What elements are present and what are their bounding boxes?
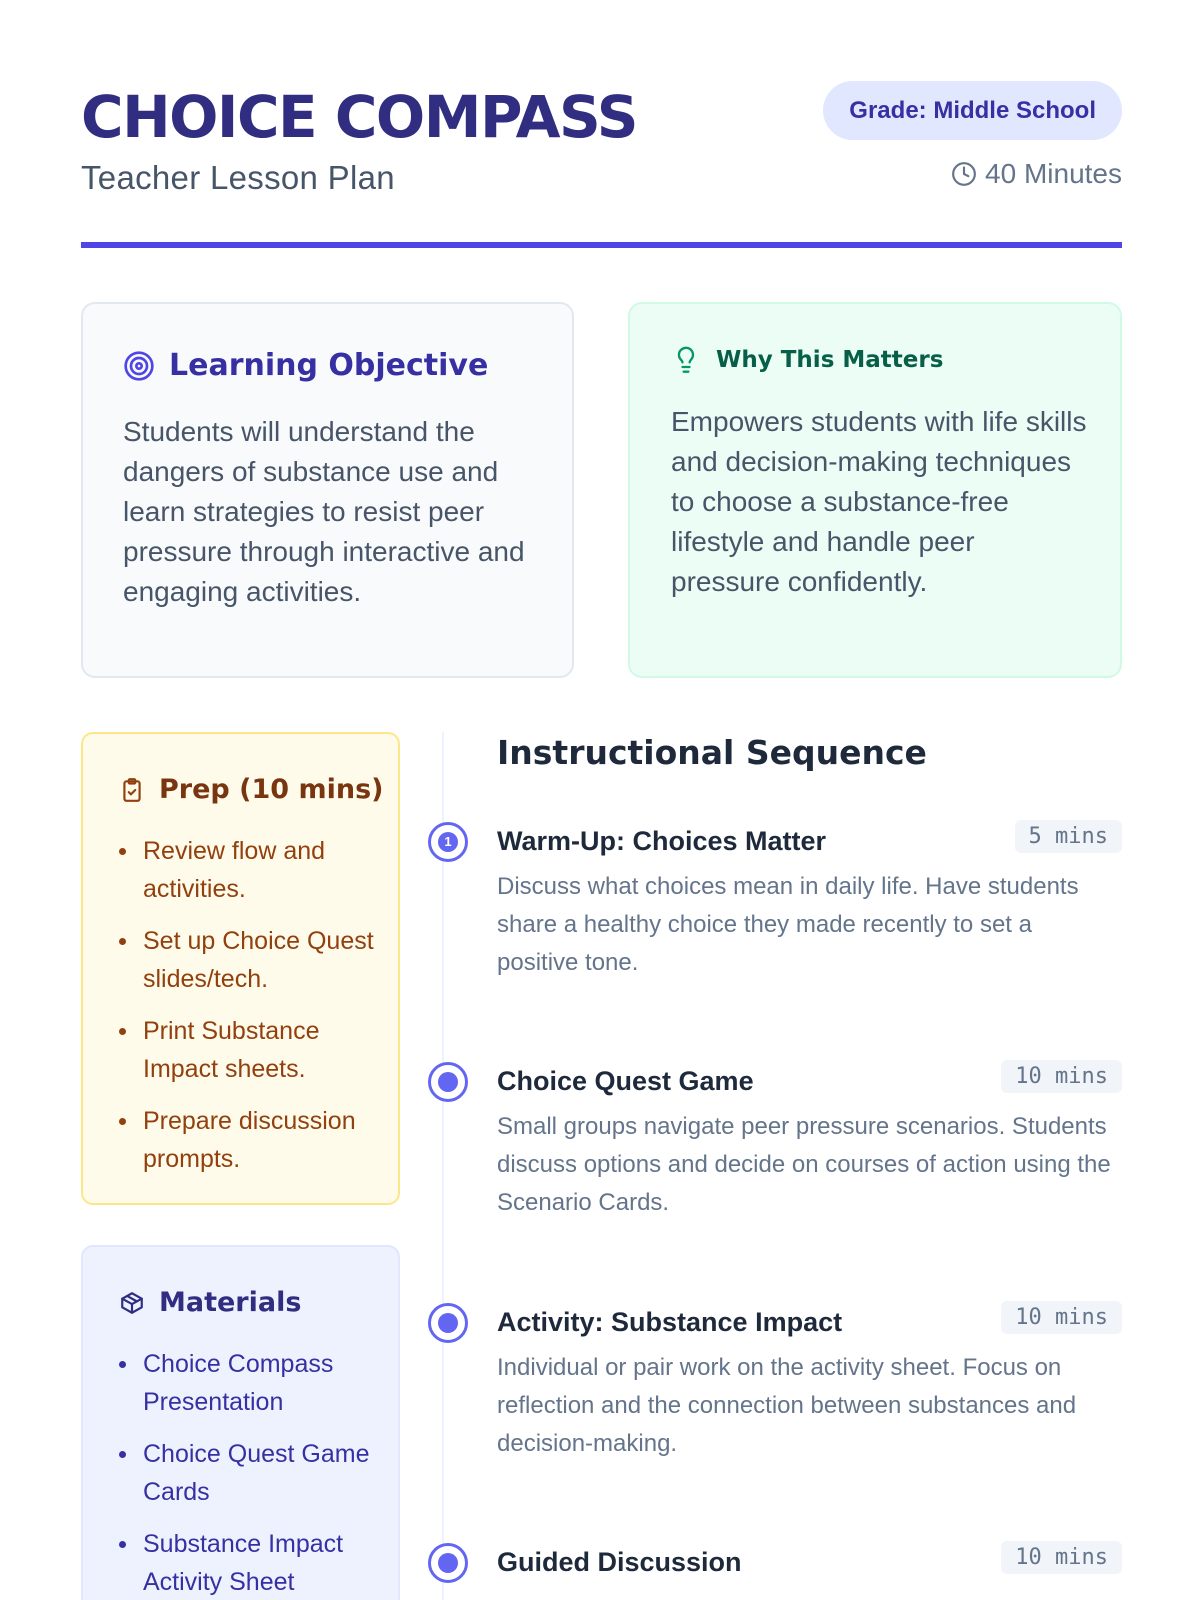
step-number <box>438 1313 458 1333</box>
prep-title: Prep (10 mins) <box>159 774 384 805</box>
step-number <box>438 1072 458 1092</box>
materials-item: Choice Compass Presentation <box>143 1345 388 1421</box>
target-icon <box>123 350 155 382</box>
step-title: Warm-Up: Choices Matter <box>497 826 827 856</box>
why-this-matters-text: Empowers students with life skills and decision-making techniques to choose a substance-free lifestyle and handle peer pressure confidently. <box>671 406 1087 597</box>
step-marker <box>428 822 468 862</box>
sequence-step <box>428 1301 1122 1461</box>
sequence-step <box>428 820 1122 980</box>
lesson-plan-page <box>81 0 1122 1600</box>
why-this-matters-header <box>672 344 943 376</box>
step-marker <box>428 1062 468 1102</box>
step-description: Small groups navigate peer pressure scenarios. Students discuss options and decide on courses of action using the Scenario Cards. <box>497 1113 1111 1216</box>
prep-list <box>143 832 388 1192</box>
page-title: CHOICE COMPASS <box>81 83 637 151</box>
prep-header <box>119 774 383 805</box>
duration-text: 40 Minutes <box>985 158 1122 189</box>
step-marker <box>428 1303 468 1343</box>
step-duration: 10 mins <box>1001 1301 1122 1334</box>
materials-title: Materials <box>159 1287 302 1318</box>
sequence-step <box>428 1060 1122 1220</box>
header-divider <box>81 242 1122 248</box>
why-this-matters-card <box>628 302 1122 678</box>
learning-objective-header <box>123 348 488 383</box>
why-this-matters-title: Why This Matters <box>716 347 944 373</box>
sequence-step <box>428 1541 1122 1600</box>
step-description: Individual or pair work on the activity sheet. Focus on reflection and the connection between substances and decision-making. <box>497 1354 1077 1457</box>
step-marker <box>428 1543 468 1583</box>
learning-objective-text: Students will understand the dangers of substance use and learn strategies to resist peer pressure through interactive and engaging activities. <box>123 416 525 607</box>
step-duration: 5 mins <box>1015 820 1122 853</box>
learning-objective-card <box>81 302 574 678</box>
prep-item: Review flow and activities. <box>143 832 388 908</box>
materials-header <box>119 1287 301 1318</box>
step-duration: 10 mins <box>1001 1541 1122 1574</box>
prep-item: Prepare discussion prompts. <box>143 1102 388 1178</box>
step-description: Discuss what choices mean in daily life. Have students share a healthy choice they made recently to set a positive tone. <box>497 873 1079 976</box>
duration-indicator <box>951 156 1122 192</box>
learning-objective-title: Learning Objective <box>169 348 489 383</box>
box-icon <box>119 1290 145 1316</box>
materials-item: Choice Quest Game Cards <box>143 1435 388 1511</box>
step-title: Guided Discussion <box>497 1547 742 1577</box>
step-number <box>438 1553 458 1573</box>
step-title: Activity: Substance Impact <box>497 1307 843 1337</box>
materials-box <box>81 1245 400 1600</box>
page-subtitle: Teacher Lesson Plan <box>81 159 395 196</box>
clock-icon <box>951 161 977 187</box>
prep-item: Set up Choice Quest slides/tech. <box>143 922 388 998</box>
prep-item: Print Substance Impact sheets. <box>143 1012 388 1088</box>
prep-box <box>81 732 400 1205</box>
step-title: Choice Quest Game <box>497 1066 754 1096</box>
clipboard-check-icon <box>119 776 145 804</box>
step-duration: 10 mins <box>1001 1060 1122 1093</box>
materials-item: Substance Impact Activity Sheet <box>143 1525 388 1600</box>
step-number: 1 <box>438 832 458 852</box>
grade-badge: Grade: Middle School <box>823 81 1122 140</box>
materials-list <box>143 1345 388 1600</box>
instructional-sequence-title: Instructional Sequence <box>497 733 927 772</box>
lightbulb-icon <box>672 344 700 376</box>
